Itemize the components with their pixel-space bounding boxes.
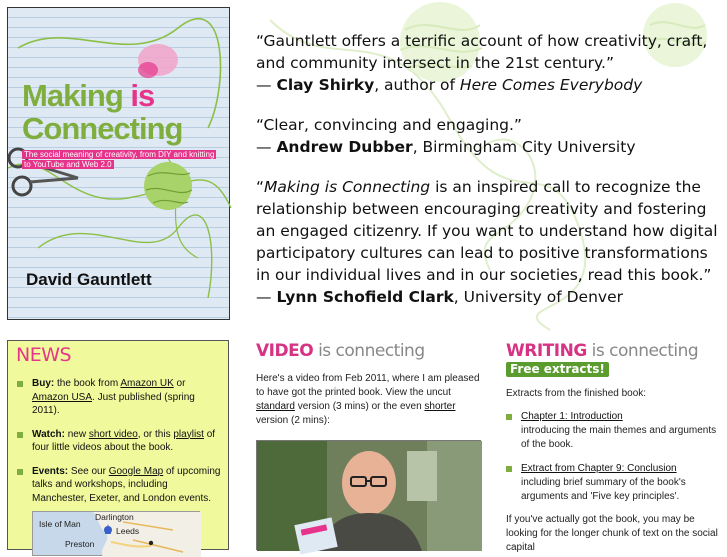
quote-shirky: [256, 30, 726, 96]
amazon-uk-link[interactable]: Amazon UK: [120, 378, 174, 389]
extract-description: including brief summary of the book's arguments and 'Five key principles'.: [521, 477, 686, 502]
events-map[interactable]: [32, 511, 200, 556]
map-label-isle-of-man: Isle of Man: [39, 519, 81, 529]
quote-text: “Gauntlett offers a terrific account of how creativity, craft, and community intersect in the 21st century.”: [256, 32, 708, 72]
bullet-icon: [506, 466, 512, 472]
bullet-icon: [17, 469, 23, 475]
quote-text: “Clear, convincing and engaging.”: [256, 116, 522, 134]
quote-text: “Making is Connecting is an inspired call to recognize the relationship between encouraging creativity and fostering an engaged citizenry. If you want to understand how digital participatory cultures can lead to positive transformations in our individual lives and in our societies, read this book.”: [256, 178, 718, 284]
standard-version-link[interactable]: standard: [256, 401, 295, 412]
news-list: [16, 377, 224, 515]
video-player[interactable]: [256, 440, 481, 550]
book-cover[interactable]: [7, 7, 230, 320]
shorter-version-link[interactable]: shorter: [424, 401, 456, 412]
writing-heading: WRITING is connecting: [506, 341, 699, 361]
map-label-darlington: Darlington: [95, 512, 134, 522]
amazon-usa-link[interactable]: Amazon USA: [32, 391, 93, 403]
news-item-events: Events: See our Google Map of upcoming talks and workshops, including Manchester, Exeter, and London events.: [16, 465, 224, 506]
short-video-link[interactable]: short video: [88, 428, 138, 440]
quote-dubber: [256, 114, 726, 158]
quote-attribution: — Lynn Schofield Clark, University of Denver: [256, 288, 623, 306]
extract-item-chapter9: [506, 462, 727, 504]
writing-tail-text: If you've actually got the book, you may be looking for the longer chunk of text on the social capital: [506, 514, 718, 553]
map-label-leeds: Leeds: [116, 526, 140, 536]
news-heading: NEWS: [16, 344, 72, 366]
quotes-section: [256, 30, 726, 326]
extracts-list: [506, 410, 727, 514]
playlist-link[interactable]: playlist: [173, 428, 204, 440]
quote-attribution: — Andrew Dubber, Birmingham City University: [256, 138, 636, 156]
video-description: Here's a video from Feb 2011, where I am pleased to have got the printed book. View the uncut standard version (3 mins) or the even shorter version (2 mins):: [256, 373, 480, 426]
map-label-preston: Preston: [65, 539, 95, 549]
news-item-buy: Buy: the book from Amazon UK or Amazon USA. Just published (spring 2011).: [16, 377, 224, 418]
news-item-watch: Watch: new short video, or this playlist of four little videos about the book.: [16, 428, 224, 455]
extract-description: introducing the main themes and arguments of the book.: [521, 425, 717, 450]
cover-author: David Gauntlett: [26, 270, 152, 289]
news-box: [7, 340, 229, 550]
cover-title-line1: Making is: [22, 78, 155, 113]
extract-item-chapter1: [506, 410, 727, 452]
bullet-icon: [506, 414, 512, 420]
cover-title-line2: Connecting: [22, 111, 183, 146]
quote-clark: [256, 176, 726, 308]
bullet-icon: [17, 432, 23, 438]
writing-intro: Extracts from the finished book:: [506, 388, 647, 399]
chapter-9-link[interactable]: Extract from Chapter 9: Conclusion: [521, 463, 677, 474]
bullet-icon: [17, 381, 23, 387]
chapter-1-link[interactable]: Chapter 1: Introduction: [521, 411, 623, 422]
video-heading: VIDEO is connecting: [256, 341, 425, 361]
cover-subtitle: The social meaning of creativity, from DIY and knitting to YouTube and Web 2.0: [24, 150, 215, 169]
video-thumbnail-icon: [257, 441, 482, 551]
free-extracts-badge: Free extracts!: [506, 362, 609, 377]
google-map-link[interactable]: Google Map: [108, 465, 164, 477]
quote-attribution: — Clay Shirky, author of Here Comes Everybody: [256, 76, 643, 94]
